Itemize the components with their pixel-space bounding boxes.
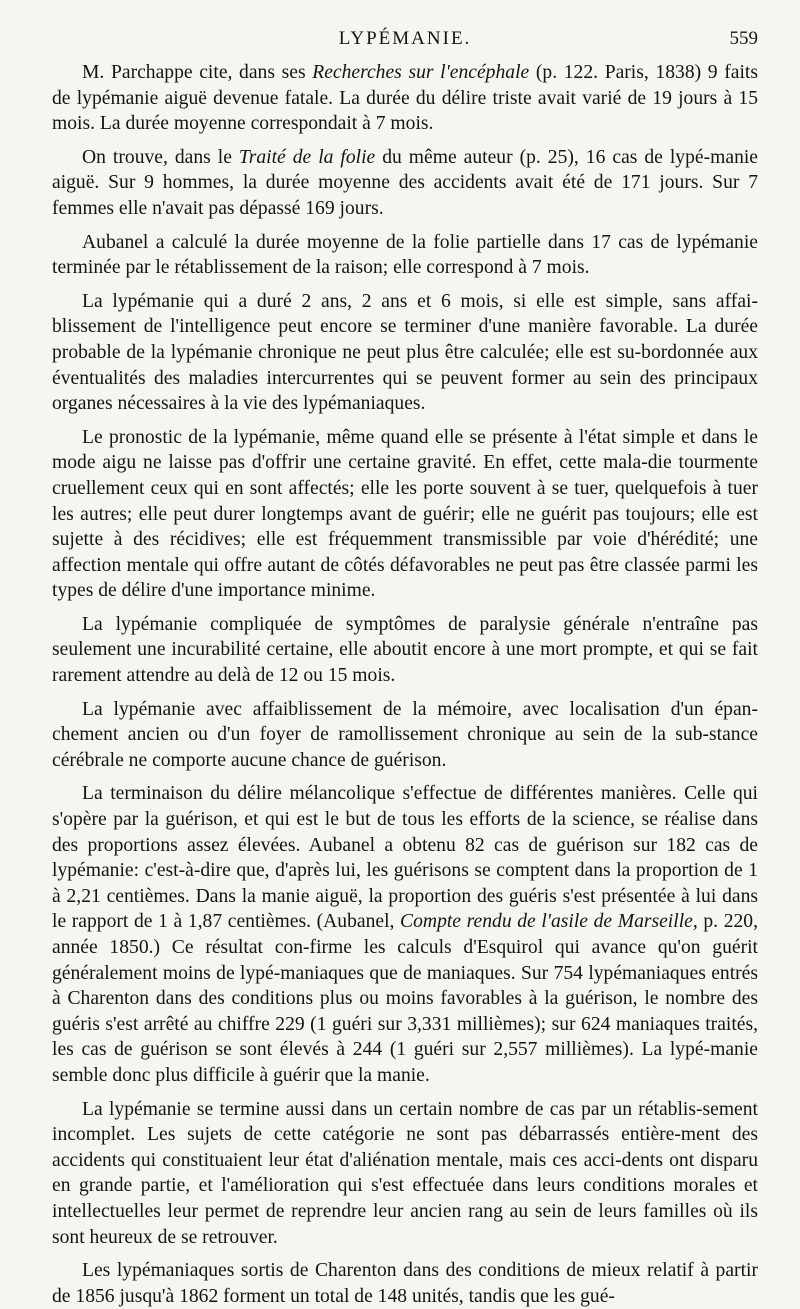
italic-title: Recherches sur l'encéphale xyxy=(312,62,530,83)
text-run: La lypémanie avec affaiblissement de la mémoire, avec localisation d'un épan-chement ancien ou d'un foyer de ramollissement chronique au sein de la sub-stance cérébrale ne comporte aucune chance de guérison. xyxy=(52,698,758,771)
text-run: , p. 220, année 1850.) Ce résultat con-firme les calculs d'Esquirol qui avance qu'on guérit généralement moins de lypé-maniaques que de maniaques. Sur 754 lypémaniaques entrés à Charenton dans des conditions plus ou moins favorables à la guérison, le nombre des guéris s'est arrêté au chiffre 229 (1 guéri sur 3,331 millièmes); sur 624 maniaques traités, les cas de guérison se sont élevés à 244 (1 guéri sur 2,557 millièmes). La lypé-manie semble donc plus difficile à guérir que la manie. xyxy=(52,911,758,1086)
text-run: Aubanel a calculé la durée moyenne de la folie partielle dans 17 cas de lypémanie terminée par le rétablissement de la raison; elle correspond à 7 mois. xyxy=(52,231,758,279)
paragraph xyxy=(52,425,758,604)
italic-title: Compte rendu de l'asile de Marseille xyxy=(400,911,693,933)
paragraph xyxy=(52,60,758,137)
text-run: La lypémanie se termine aussi dans un certain nombre de cas par un rétablis-sement incomplet. Les sujets de cette catégorie ne sont pas débarrassés entière-ment des accidents qui constituaient leur état d'aliénation mentale, mais ces acci-dents ont disparu en grande partie, et l'amélioration qui s'est effectuée dans leurs conditions morales et intellectuelles leur permet de reprendre leur ancien rang au sein de leurs familles où ils sont heureux de se retrouver. xyxy=(52,1098,758,1248)
text-run: La lypémanie compliquée de symptômes de paralysie générale n'entraîne pas seulement une incurabilité certaine, elle aboutit encore à une mort prompte, et qui se fait rarement attendre au delà de 12 ou 15 mois. xyxy=(52,613,758,687)
paragraph xyxy=(52,612,758,689)
paragraph xyxy=(52,289,758,417)
text-run: (p. 122. Paris, 1838) 9 faits de lypémanie aiguë devenue fatale. La durée du délire triste avait varié de 19 jours à 15 mois. La durée moyenne correspondait à 7 mois. xyxy=(52,62,758,135)
body-text xyxy=(52,60,758,1309)
italic-title: Traité de la folie xyxy=(238,146,376,168)
paragraph xyxy=(52,1097,758,1251)
running-title: LYPÉMANIE. xyxy=(338,28,472,49)
text-run: La terminaison du délire mélancolique s'effectue de différentes manières. Celle qui s'opère par la guérison, et qui est le but de tous les efforts de la science, se réalise dans des proportions assez élevées. Aubanel a obtenu 82 cas de guérison sur 182 cas de lypémanie: c'est-à-dire que, d'après lui, les guérisons se comptent dans la proportion de 1 à 2,21 centièmes. Dans la manie aiguë, la proportion des guéris s'est présentée à lui dans le rapport de 1 à 1,87 centièmes. (Aubanel, xyxy=(52,783,758,933)
page-number: 559 xyxy=(729,28,758,49)
paragraph xyxy=(52,781,758,1088)
text-run: Les lypémaniaques sortis de Charenton dans des conditions de mieux relatif à partir de 1856 jusqu'à 1862 forment un total de 148 unités, tandis que les gué- xyxy=(52,1260,758,1307)
text-run: du même auteur (p. 25), 16 cas de lypé-manie aiguë. Sur 9 hommes, la durée moyenne des accidents avait été de 171 jours. Sur 7 femmes elle n'avait pas dépassé 169 jours. xyxy=(52,146,759,219)
paragraph xyxy=(52,230,758,281)
paragraph xyxy=(52,145,758,222)
running-head xyxy=(52,28,758,60)
paragraph xyxy=(52,1258,758,1309)
text-run: M. Parchappe cite, dans ses xyxy=(82,62,313,83)
text-run: Le pronostic de la lypémanie, même quand elle se présente à l'état simple et dans le mode aigu ne laisse pas d'offrir une certaine gravité. En effet, cette mala-die tourmente cruellement ceux qui en sont affectés; elle les porte souvent à se tuer, quelquefois à tuer les autres; elle peut durer longtemps avant de guérir; elle ne guérit pas toujours; elle est sujette à des récidives; elle est fréquemment transmissible par voie d'hérédité; une affection mentale qui offre autant de côtés défavorables ne peut pas être classée parmi les types de délire d'une importance minime. xyxy=(52,426,758,602)
text-run: On trouve, dans le xyxy=(82,146,239,168)
paragraph xyxy=(52,697,758,774)
text-run: La lypémanie qui a duré 2 ans, 2 ans et 6 mois, si elle est simple, sans affai-blissement de l'intelligence peut encore se terminer d'une manière favorable. La durée probable de la lypémanie chronique ne peut plus être calculée; elle est su-bordonnée aux éventualités des maladies intercurrentes qui se peuvent former au sein des principaux organes nécessaires à la vie des lypémaniaques. xyxy=(52,290,758,415)
